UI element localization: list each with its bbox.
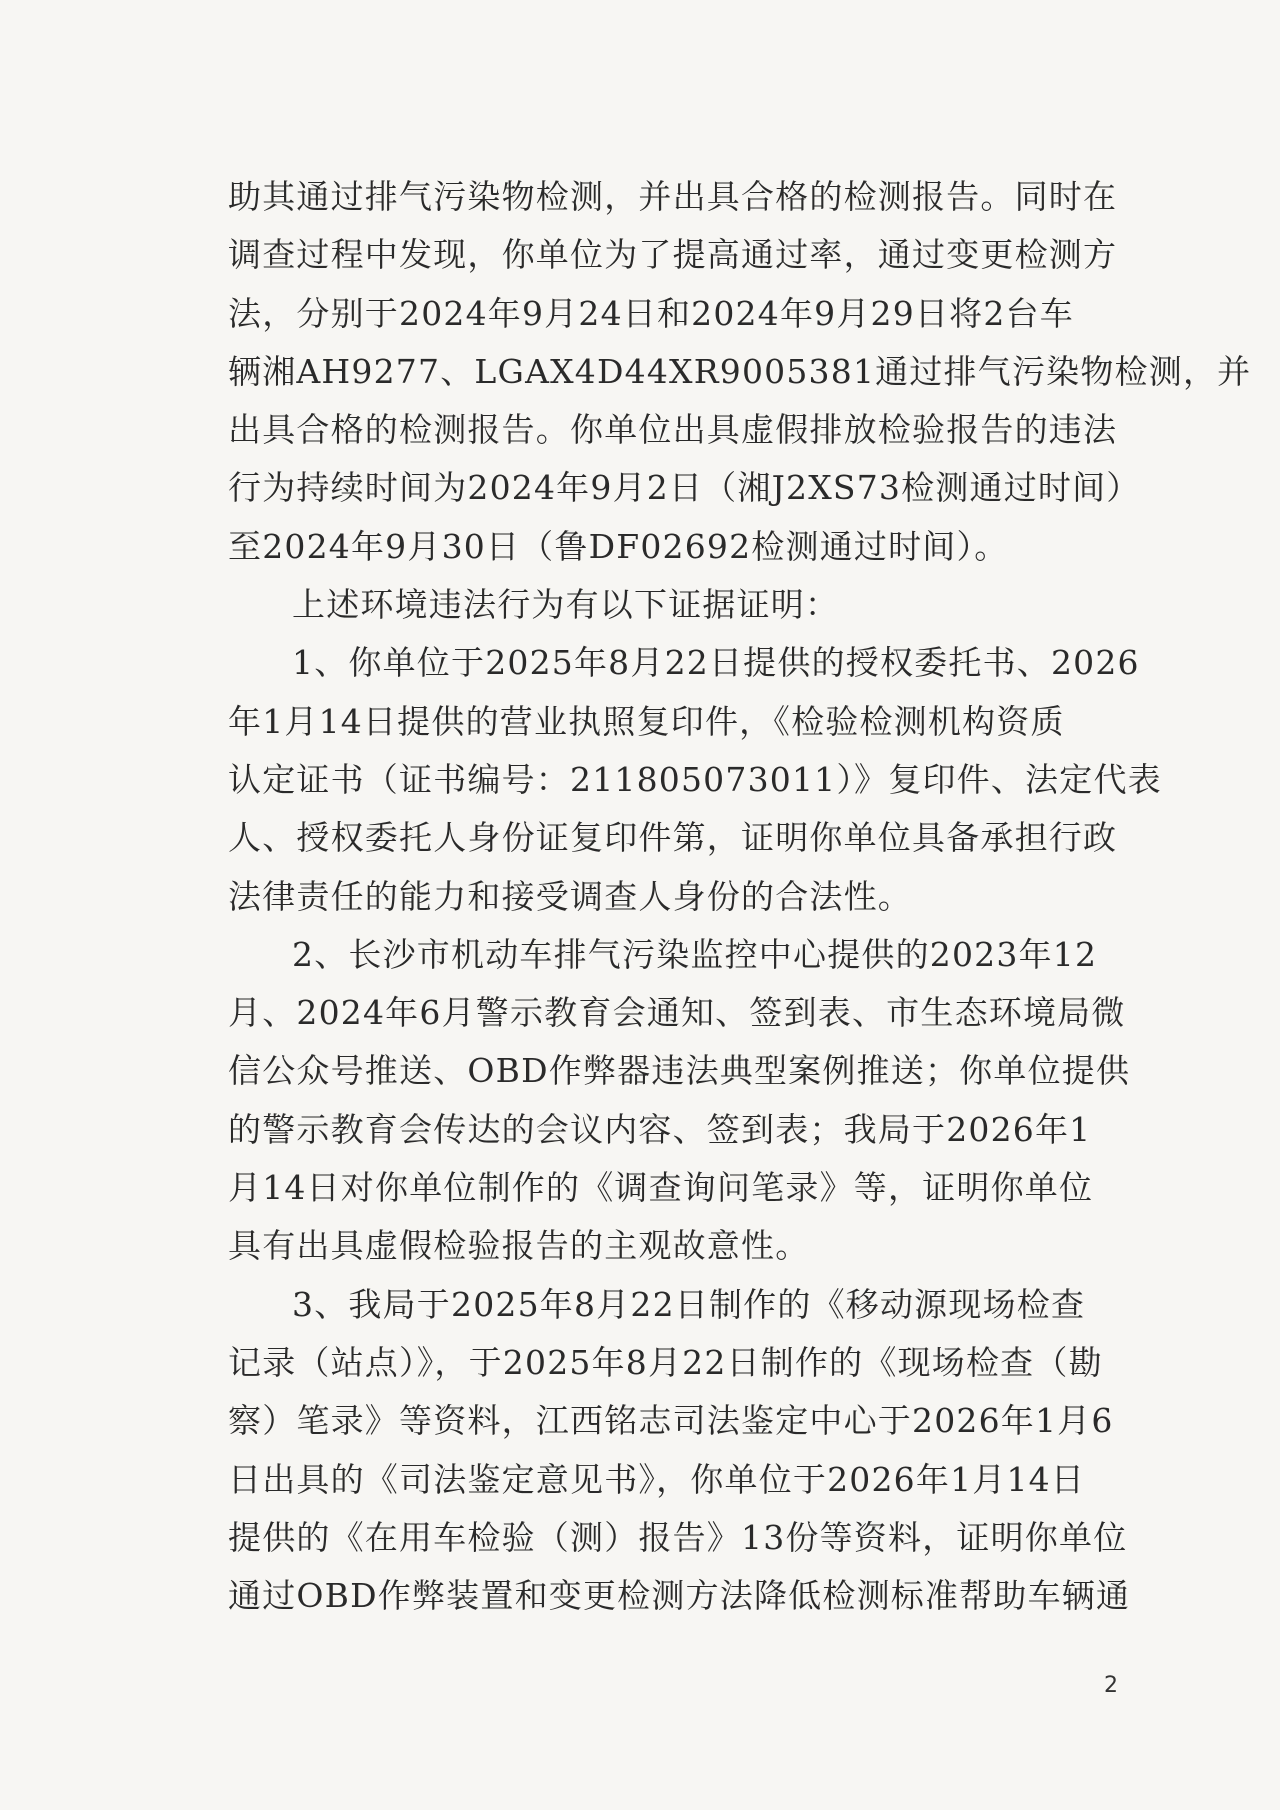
paragraph-line: 认定证书（证书编号：211805073011）》复印件、法定代表: [228, 759, 1162, 799]
paragraph-line: 提供的《在用车检验（测）报告》13份等资料，证明你单位: [228, 1517, 1128, 1557]
paragraph-line: 的警示教育会传达的会议内容、签到表；我局于2026年1: [228, 1109, 1092, 1149]
paragraph-line: 助其通过排气污染物检测，并出具合格的检测报告。同时在: [228, 177, 1118, 216]
paragraph-line: 调查过程中发现，你单位为了提高通过率，通过变更检测方: [228, 235, 1118, 275]
paragraph-line: 具有出具虚假检验报告的主观故意性。: [228, 1226, 810, 1266]
paragraph-line: 辆湘AH9277、LGAX4D44XR9005381通过排气污染物检测，并: [228, 351, 1252, 391]
paragraph-line: 人、授权委托人身份证复印件第，证明你单位具备承担行政: [228, 818, 1118, 858]
paragraph-line: 月14日对你单位制作的《调查询问笔录》等，证明你单位: [228, 1168, 1094, 1208]
evidence-item-3-line: 3、我局于2025年8月22日制作的《移动源现场检查: [292, 1284, 1086, 1324]
paragraph-line: 法，分别于2024年9月24日和2024年9月29日将2台车: [228, 293, 1074, 333]
evidence-item-2-line: 2、长沙市机动车排气污染监控中心提供的2023年12: [292, 934, 1098, 974]
paragraph-line: 月、2024年6月警示教育会通知、签到表、市生态环境局微: [228, 993, 1126, 1033]
document-body: [228, 168, 1252, 1625]
evidence-item-1-line: 1、你单位于2025年8月22日提供的授权委托书、2026: [292, 643, 1140, 683]
paragraph-line: 信公众号推送、OBD作弊器违法典型案例推送；你单位提供: [228, 1051, 1131, 1091]
paragraph-line: 至2024年9月30日（鲁DF02692检测通过时间）。: [228, 526, 1009, 566]
page-number: 2: [1104, 1673, 1118, 1698]
paragraph-line: 通过OBD作弊装置和变更检测方法降低检测标准帮助车辆通: [228, 1576, 1131, 1616]
paragraph-line: 法律责任的能力和接受调查人身份的合法性。: [228, 876, 912, 916]
paragraph-line: 年1月14日提供的营业执照复印件，《检验检测机构资质: [228, 701, 1065, 741]
paragraph-line: 日出具的《司法鉴定意见书》，你单位于2026年1月14日: [228, 1459, 1086, 1499]
paragraph-line: 察）笔录》等资料，江西铭志司法鉴定中心于2026年1月6: [228, 1401, 1114, 1441]
paragraph-line: 出具合格的检测报告。你单位出具虚假排放检验报告的违法: [228, 410, 1118, 450]
paragraph-line: 行为持续时间为2024年9月2日（湘J2XS73检测通过时间）: [228, 468, 1141, 508]
evidence-intro-line: 上述环境违法行为有以下证据证明：: [292, 585, 840, 625]
paragraph-line: 记录（站点）》，于2025年8月22日制作的《现场检查（勘: [228, 1342, 1103, 1382]
